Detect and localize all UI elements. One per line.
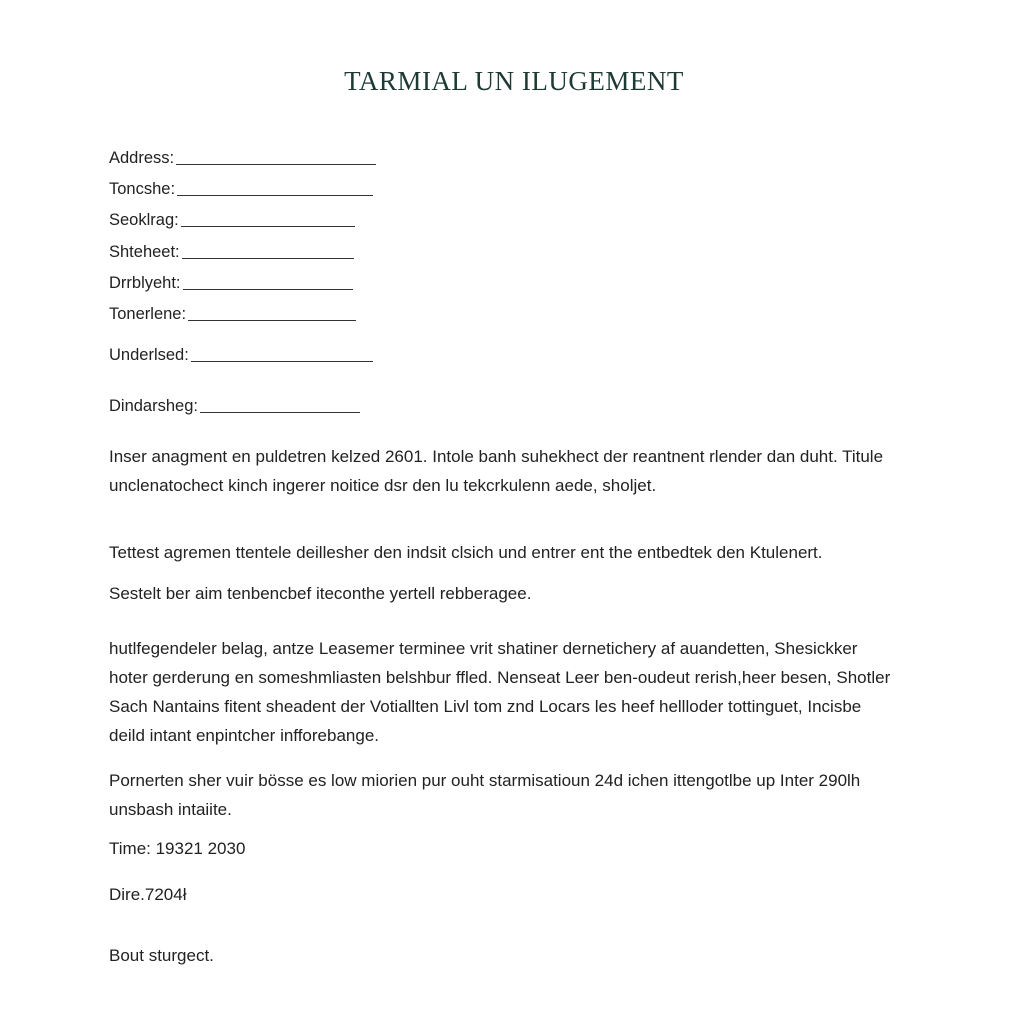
form-field-underlsed	[109, 341, 373, 365]
paragraph-line: Tettest agremen ttentele deillesher den indsit clsich und entrer ent the entbedtek den Ktulenert.	[109, 543, 823, 562]
document-title: TARMIAL UN ILUGEMENT	[344, 66, 684, 96]
paragraph-line: hoter gerderung en someshmliasten belshbur ffled. Nenseat Leer ben-oudeut rerish,heer besen, Shotler	[109, 668, 891, 687]
paragraph-line: unclenatochect kinch ingerer noitice dsr den lu tekcrkulenn aede, sholjet.	[109, 476, 657, 495]
date-note: Dire.7204ł	[109, 885, 187, 904]
field-blank-line[interactable]	[200, 412, 360, 413]
field-label: Drrblyeht:	[109, 274, 181, 292]
time-note: Time: 19321 2030	[109, 839, 246, 858]
field-label: Shteheet:	[109, 243, 180, 261]
field-label: Dindarsheg:	[109, 397, 198, 415]
body-paragraph	[109, 634, 929, 750]
paragraph-line: deild intant enpintcher infforebange.	[109, 726, 379, 745]
field-blank-line[interactable]	[176, 164, 376, 165]
field-blank-line[interactable]	[182, 258, 354, 259]
body-paragraph	[109, 579, 929, 608]
form-field-dindarsheg	[109, 392, 360, 416]
field-label: Tonerlene:	[109, 305, 187, 323]
field-label: Underlsed:	[109, 346, 189, 364]
form-field-seoklrag	[109, 206, 355, 230]
closing-note: Bout sturgect.	[109, 946, 214, 965]
form-field-shteheet	[109, 238, 354, 262]
body-paragraph	[109, 442, 929, 500]
form-field-drrblyeht	[109, 269, 353, 293]
field-blank-line[interactable]	[188, 320, 356, 321]
paragraph-line: unsbash intaiite.	[109, 800, 232, 819]
paragraph-line: hutlfegendeler belag, antze Leasemer terminee vrit shatiner dernetichery af auandetten, Shesickker	[109, 639, 858, 658]
paragraph-line: Sach Nantains fitent sheadent der Votiallten Livl tom znd Locars les heef hellloder tottinguet, Incisbe	[109, 697, 862, 716]
paragraph-line: Sestelt ber aim tenbencbef iteconthe yertell rebberagee.	[109, 584, 532, 603]
field-blank-line[interactable]	[191, 361, 373, 362]
body-paragraph	[109, 538, 929, 567]
paragraph-line: Inser anagment en puldetren kelzed 2601. Intole banh suhekhect der reantnent rlender dan duht. Titule	[109, 447, 884, 466]
field-label: Address:	[109, 149, 175, 167]
field-label: Seoklrag:	[109, 211, 179, 229]
form-field-tonerlene	[109, 300, 356, 324]
form-field-toncshe	[109, 175, 373, 199]
field-blank-line[interactable]	[181, 226, 355, 227]
field-label: Toncshe:	[109, 180, 176, 198]
form-field-address	[109, 144, 376, 168]
body-paragraph	[109, 766, 929, 824]
field-blank-line[interactable]	[183, 289, 353, 290]
field-blank-line[interactable]	[177, 195, 373, 196]
paragraph-line: Pornerten sher vuir bösse es low miorien pur ouht starmisatioun 24d ichen ittengotlbe up Inter 290lh	[109, 771, 861, 790]
